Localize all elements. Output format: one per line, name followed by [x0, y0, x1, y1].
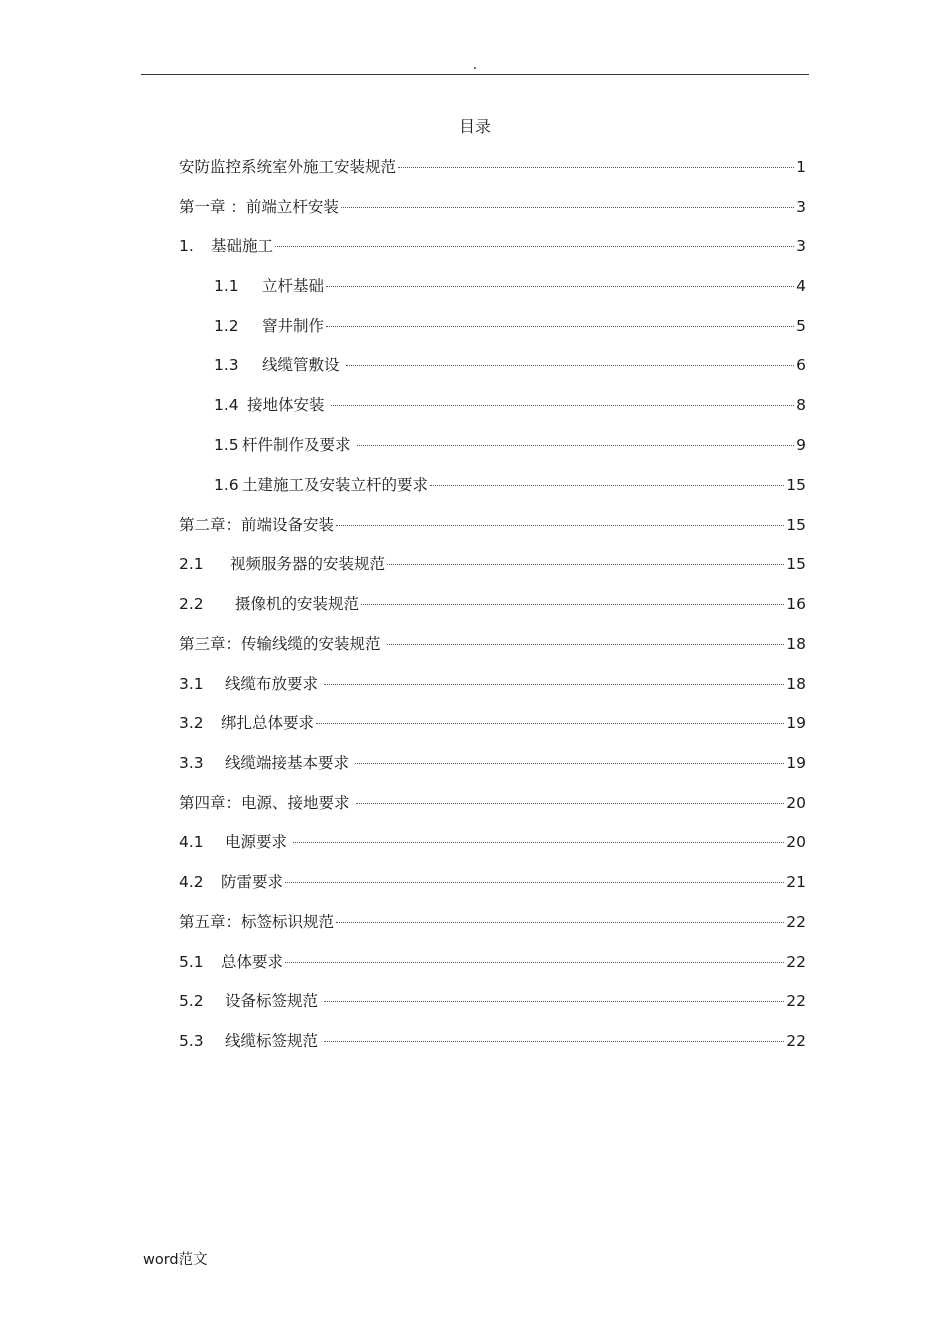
- toc-leader: [357, 445, 795, 446]
- toc-entry-page: 15: [786, 476, 806, 494]
- toc-entry-page: 22: [786, 953, 806, 971]
- toc-entry-label: 线缆布放要求: [225, 675, 319, 693]
- toc-entry-page: 15: [786, 555, 806, 573]
- toc-entry[interactable]: [214, 473, 806, 497]
- toc-entry-page: 1: [796, 158, 806, 176]
- toc-entry[interactable]: [179, 234, 806, 258]
- toc-leader: [285, 882, 784, 883]
- header-mark: .: [472, 57, 478, 73]
- toc-entry-label: 安防监控系统室外施工安装规范: [179, 158, 397, 176]
- toc-leader: [387, 644, 785, 645]
- toc-entry-page: 20: [786, 833, 806, 851]
- toc-entry-page: 19: [786, 714, 806, 732]
- toc-entry-label: 设备标签规范: [225, 992, 319, 1010]
- toc-entry-page: 4: [796, 277, 806, 295]
- toc-entry[interactable]: [179, 513, 806, 537]
- toc-entry-label: 接地体安装: [247, 396, 325, 414]
- toc-leader: [293, 842, 784, 843]
- toc-entry[interactable]: [214, 353, 806, 377]
- toc-leader: [326, 286, 794, 287]
- toc-entry-number: 1.1: [214, 277, 239, 295]
- toc-entry-page: 3: [796, 198, 806, 216]
- toc-entry-label: 防雷要求: [221, 873, 284, 891]
- toc-entry-number: 4.1: [179, 833, 204, 851]
- toc-leader: [316, 723, 784, 724]
- toc-leader: [346, 365, 795, 366]
- toc-entry-label: 摄像机的安装规范: [235, 595, 360, 613]
- toc-entry-page: 18: [786, 635, 806, 653]
- toc-entry-page: 22: [786, 992, 806, 1010]
- toc-entry-page: 9: [796, 436, 806, 454]
- toc-entry-page: 5: [796, 317, 806, 335]
- toc-entry-number: 1.6: [214, 476, 239, 494]
- toc-entry[interactable]: [179, 830, 806, 854]
- toc-entry-number: 5.2: [179, 992, 204, 1010]
- toc-entry-page: 6: [796, 356, 806, 374]
- toc-entry[interactable]: [179, 1029, 806, 1053]
- toc-entry-label: 绑扎总体要求: [221, 714, 315, 732]
- toc-entry-label: 视频服务器的安装规范: [230, 555, 386, 573]
- toc-entry-page: 22: [786, 1032, 806, 1050]
- toc-entry-page: 18: [786, 675, 806, 693]
- toc-entry-label: 第五章：标签标识规范: [179, 913, 335, 931]
- toc-entry[interactable]: [179, 751, 806, 775]
- toc-entry[interactable]: [179, 155, 806, 179]
- toc-entry-label: 第一章 ：前端立杆安装: [179, 198, 339, 216]
- toc-entry[interactable]: [214, 274, 806, 298]
- toc-leader: [356, 803, 785, 804]
- toc-leader: [275, 246, 794, 247]
- toc-entry-label: 总体要求: [221, 953, 284, 971]
- toc-entry-page: 20: [786, 794, 806, 812]
- toc-leader: [336, 922, 784, 923]
- toc-entry-label: 线缆管敷设: [262, 356, 340, 374]
- toc-entry-number: 4.2: [179, 873, 204, 891]
- toc-entry-label: 土建施工及安装立杆的要求: [242, 476, 429, 494]
- toc-leader: [387, 564, 784, 565]
- toc-entry[interactable]: [179, 592, 806, 616]
- toc-leader: [326, 326, 794, 327]
- toc-entry-number: 1.2: [214, 317, 239, 335]
- toc-entry[interactable]: [179, 552, 806, 576]
- toc-entry-label: 第三章：传输线缆的安装规范: [179, 635, 381, 653]
- toc-entry-label: 第二章：前端设备安装: [179, 516, 335, 534]
- header-rule: [141, 74, 809, 75]
- footer-text: word范文: [143, 1252, 208, 1268]
- toc-leader: [285, 962, 784, 963]
- toc-leader: [341, 207, 794, 208]
- toc-entry-number: 3.1: [179, 675, 204, 693]
- toc-entry[interactable]: [179, 632, 806, 656]
- toc-entry-label: 线缆端接基本要求: [225, 754, 350, 772]
- toc-entry-number: 5.3: [179, 1032, 204, 1050]
- toc-entry-label: 线缆标签规范: [225, 1032, 319, 1050]
- toc-entry[interactable]: [179, 711, 806, 735]
- toc-leader: [355, 763, 784, 764]
- toc-entry[interactable]: [214, 314, 806, 338]
- toc-entry-page: 8: [796, 396, 806, 414]
- toc-entry-number: 1.4: [214, 396, 239, 414]
- toc-leader: [324, 1001, 784, 1002]
- toc-entry-page: 19: [786, 754, 806, 772]
- toc-leader: [430, 485, 784, 486]
- toc-entry-number: 1.5: [214, 436, 239, 454]
- toc-leader: [331, 405, 795, 406]
- toc-entry[interactable]: [179, 791, 806, 815]
- toc-entry-label: 窨井制作: [262, 317, 325, 335]
- toc-entry-page: 15: [786, 516, 806, 534]
- toc-entry-page: 22: [786, 913, 806, 931]
- toc-entry-number: 2.2: [179, 595, 204, 613]
- toc-entry-number: 1.3: [214, 356, 239, 374]
- toc-entry-number: 3.2: [179, 714, 204, 732]
- toc-entry-label: 杆件制作及要求: [242, 436, 351, 454]
- toc-leader: [398, 167, 794, 168]
- toc-entry-label: 第四章：电源、接地要求: [179, 794, 350, 812]
- toc-entry-number: 3.3: [179, 754, 204, 772]
- toc-entry-label: 立杆基础: [262, 277, 325, 295]
- toc-entry-number: 2.1: [179, 555, 204, 573]
- toc-leader: [361, 604, 784, 605]
- toc-entry-label: 电源要求: [225, 833, 288, 851]
- toc-entry[interactable]: [214, 393, 806, 417]
- toc-entry[interactable]: [179, 870, 806, 894]
- toc-entry[interactable]: [179, 195, 806, 219]
- toc-entry[interactable]: [179, 672, 806, 696]
- toc-leader: [336, 525, 784, 526]
- toc-leader: [324, 684, 784, 685]
- toc-entry[interactable]: [179, 950, 806, 974]
- toc-entry[interactable]: [179, 910, 806, 934]
- toc-entry-number: 5.1: [179, 953, 204, 971]
- toc-entry-page: 21: [786, 873, 806, 891]
- toc-entry-label: 基础施工: [211, 237, 274, 255]
- toc-entry-page: 3: [796, 237, 806, 255]
- toc-entry[interactable]: [179, 989, 806, 1013]
- toc-entry-page: 16: [786, 595, 806, 613]
- toc-title: 目录: [458, 117, 491, 136]
- toc-leader: [324, 1041, 784, 1042]
- toc-entry-number: 1.: [179, 237, 194, 255]
- toc-entry[interactable]: [214, 433, 806, 457]
